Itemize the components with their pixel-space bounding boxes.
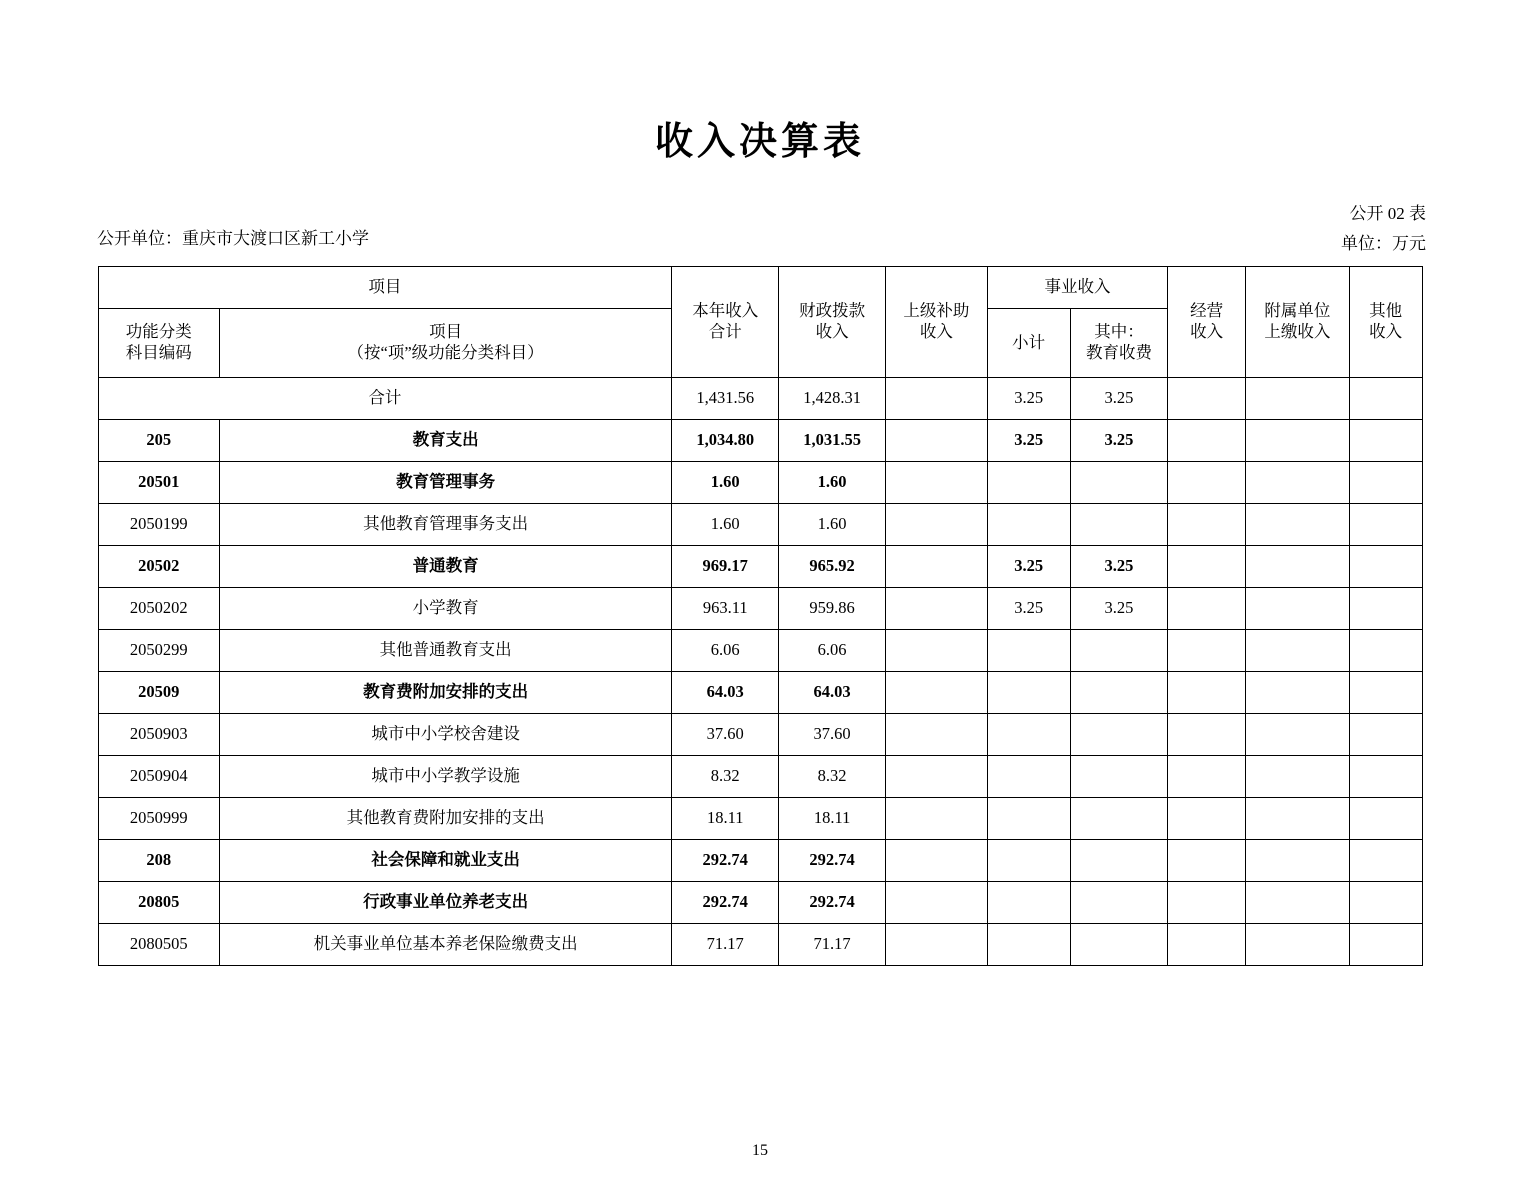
table-row <box>98 462 1422 504</box>
page-number: 15 <box>752 1142 768 1159</box>
row-among <box>1070 504 1168 546</box>
header-affiliated-income-line1: 附属单位 <box>1264 301 1331 321</box>
row-superior <box>886 420 988 462</box>
form-number: 公开 02 表 <box>1349 204 1426 223</box>
table-row <box>98 420 1422 462</box>
row-fiscal: 292.74 <box>779 882 886 924</box>
row-superior <box>886 756 988 798</box>
row-name: 城市中小学教学设施 <box>219 756 671 798</box>
header-superior-subsidy <box>886 267 988 378</box>
row-year-income: 37.60 <box>672 714 779 756</box>
row-name: 城市中小学校舍建设 <box>219 714 671 756</box>
table-row <box>98 756 1422 798</box>
income-final-accounts-table <box>98 266 1423 966</box>
header-project-group: 项目 <box>98 267 672 309</box>
row-code: 20509 <box>98 672 219 714</box>
row-among <box>1070 672 1168 714</box>
row-operating <box>1168 882 1246 924</box>
header-fiscal-income-line1: 财政拨款 <box>799 301 866 321</box>
row-superior <box>886 798 988 840</box>
publisher-label: 公开单位：重庆市大渡口区新工小学 <box>97 229 369 248</box>
header-project-name-line2: （按“项”级功能分类科目） <box>347 343 544 362</box>
row-operating <box>1168 588 1246 630</box>
row-year-income: 6.06 <box>672 630 779 672</box>
row-among: 3.25 <box>1070 588 1168 630</box>
row-fiscal: 64.03 <box>779 672 886 714</box>
table-row <box>98 588 1422 630</box>
row-subtotal <box>987 756 1070 798</box>
row-superior <box>886 588 988 630</box>
header-business-education-fee-line2: 教育收费 <box>1085 343 1152 362</box>
header-superior-subsidy-line1: 上级补助 <box>903 301 970 321</box>
header-business-subtotal: 小计 <box>987 309 1070 378</box>
row-among <box>1070 924 1168 966</box>
row-name: 行政事业单位养老支出 <box>219 882 671 924</box>
row-operating <box>1168 462 1246 504</box>
row-among <box>1070 630 1168 672</box>
row-operating <box>1168 546 1246 588</box>
row-name: 教育费附加安排的支出 <box>219 672 671 714</box>
row-code: 2050904 <box>98 756 219 798</box>
row-other <box>1349 672 1422 714</box>
row-code: 208 <box>98 840 219 882</box>
header-business-education-fee-line1: 其中： <box>1094 322 1144 342</box>
row-code: 20805 <box>98 882 219 924</box>
row-operating <box>1168 756 1246 798</box>
row-affiliated <box>1246 840 1350 882</box>
row-superior <box>886 714 988 756</box>
row-affiliated <box>1246 924 1350 966</box>
row-year-income: 969.17 <box>672 546 779 588</box>
row-subtotal <box>987 714 1070 756</box>
row-operating <box>1168 714 1246 756</box>
row-affiliated <box>1246 378 1350 420</box>
row-other <box>1349 630 1422 672</box>
row-total-label: 合计 <box>98 378 672 420</box>
row-superior <box>886 672 988 714</box>
header-fiscal-income <box>779 267 886 378</box>
header-other-income <box>1349 267 1422 378</box>
row-among <box>1070 840 1168 882</box>
header-function-code-line1: 功能分类 <box>125 322 192 342</box>
row-superior <box>886 924 988 966</box>
header-affiliated-income <box>1246 267 1350 378</box>
row-operating <box>1168 420 1246 462</box>
row-year-income: 292.74 <box>672 882 779 924</box>
row-affiliated <box>1246 714 1350 756</box>
row-other <box>1349 756 1422 798</box>
row-superior <box>886 546 988 588</box>
row-superior <box>886 840 988 882</box>
row-fiscal: 71.17 <box>779 924 886 966</box>
row-operating <box>1168 630 1246 672</box>
row-year-income: 1.60 <box>672 504 779 546</box>
row-fiscal: 1,031.55 <box>779 420 886 462</box>
row-superior <box>886 630 988 672</box>
row-among <box>1070 756 1168 798</box>
row-operating <box>1168 672 1246 714</box>
row-superior <box>886 462 988 504</box>
row-subtotal <box>987 924 1070 966</box>
row-among <box>1070 798 1168 840</box>
row-affiliated <box>1246 588 1350 630</box>
unit-label: 单位：万元 <box>1341 234 1426 253</box>
row-subtotal <box>987 462 1070 504</box>
row-subtotal: 3.25 <box>987 420 1070 462</box>
row-fiscal: 1.60 <box>779 462 886 504</box>
row-code: 2050299 <box>98 630 219 672</box>
row-name: 其他教育费附加安排的支出 <box>219 798 671 840</box>
row-year-income: 963.11 <box>672 588 779 630</box>
header-operating-income-line2: 收入 <box>1190 322 1224 341</box>
row-year-income: 1,034.80 <box>672 420 779 462</box>
row-operating <box>1168 378 1246 420</box>
row-subtotal <box>987 882 1070 924</box>
row-affiliated <box>1246 420 1350 462</box>
table-row <box>98 546 1422 588</box>
header-year-income-line1: 本年收入 <box>692 301 759 321</box>
row-code: 2050202 <box>98 588 219 630</box>
row-among: 3.25 <box>1070 420 1168 462</box>
row-superior <box>886 378 988 420</box>
row-name: 机关事业单位基本养老保险缴费支出 <box>219 924 671 966</box>
page-title: 收入决算表 <box>654 121 865 163</box>
row-name: 其他教育管理事务支出 <box>219 504 671 546</box>
row-affiliated <box>1246 756 1350 798</box>
row-code: 20501 <box>98 462 219 504</box>
row-subtotal <box>987 840 1070 882</box>
header-superior-subsidy-line2: 收入 <box>919 322 953 341</box>
header-year-income <box>672 267 779 378</box>
header-fiscal-income-line2: 收入 <box>815 322 849 341</box>
row-among <box>1070 882 1168 924</box>
header-operating-income <box>1168 267 1246 378</box>
header-business-income: 事业收入 <box>987 267 1168 309</box>
row-among <box>1070 462 1168 504</box>
row-year-income: 18.11 <box>672 798 779 840</box>
row-other <box>1349 378 1422 420</box>
row-superior <box>886 504 988 546</box>
row-name: 其他普通教育支出 <box>219 630 671 672</box>
row-fiscal: 8.32 <box>779 756 886 798</box>
row-other <box>1349 462 1422 504</box>
row-other <box>1349 924 1422 966</box>
row-fiscal: 292.74 <box>779 840 886 882</box>
row-code: 205 <box>98 420 219 462</box>
header-year-income-line2: 合计 <box>708 322 742 341</box>
row-code: 20502 <box>98 546 219 588</box>
row-other <box>1349 798 1422 840</box>
row-subtotal <box>987 672 1070 714</box>
header-other-income-line1: 其他 <box>1369 301 1403 321</box>
row-name: 教育管理事务 <box>219 462 671 504</box>
row-subtotal: 3.25 <box>987 546 1070 588</box>
row-affiliated <box>1246 882 1350 924</box>
header-business-education-fee <box>1070 309 1168 378</box>
row-other <box>1349 546 1422 588</box>
row-affiliated <box>1246 462 1350 504</box>
row-code: 2050903 <box>98 714 219 756</box>
table-row <box>98 630 1422 672</box>
row-other <box>1349 882 1422 924</box>
row-fiscal: 6.06 <box>779 630 886 672</box>
row-operating <box>1168 924 1246 966</box>
row-name: 普通教育 <box>219 546 671 588</box>
row-among: 3.25 <box>1070 546 1168 588</box>
row-code: 2050999 <box>98 798 219 840</box>
header-project-name-line1: 项目 <box>429 322 463 342</box>
table-row <box>98 924 1422 966</box>
row-other <box>1349 420 1422 462</box>
row-affiliated <box>1246 672 1350 714</box>
table-row <box>98 714 1422 756</box>
row-among: 3.25 <box>1070 378 1168 420</box>
row-code: 2050199 <box>98 504 219 546</box>
row-affiliated <box>1246 798 1350 840</box>
header-other-income-line2: 收入 <box>1369 322 1403 341</box>
table-row <box>98 504 1422 546</box>
row-superior <box>886 882 988 924</box>
row-fiscal: 1.60 <box>779 504 886 546</box>
row-year-income: 8.32 <box>672 756 779 798</box>
header-affiliated-income-line2: 上缴收入 <box>1264 322 1331 341</box>
row-name: 小学教育 <box>219 588 671 630</box>
table-row <box>98 378 1422 420</box>
row-fiscal: 1,428.31 <box>779 378 886 420</box>
row-name: 社会保障和就业支出 <box>219 840 671 882</box>
row-year-income: 64.03 <box>672 672 779 714</box>
header-operating-income-line1: 经营 <box>1190 301 1224 321</box>
table-row <box>98 840 1422 882</box>
row-operating <box>1168 840 1246 882</box>
row-affiliated <box>1246 504 1350 546</box>
table-row <box>98 798 1422 840</box>
row-operating <box>1168 798 1246 840</box>
row-subtotal <box>987 630 1070 672</box>
row-year-income: 1.60 <box>672 462 779 504</box>
row-subtotal: 3.25 <box>987 378 1070 420</box>
row-year-income: 71.17 <box>672 924 779 966</box>
table-row <box>98 882 1422 924</box>
row-subtotal <box>987 798 1070 840</box>
table-body <box>98 378 1422 966</box>
row-affiliated <box>1246 630 1350 672</box>
header-function-code <box>98 309 219 378</box>
row-subtotal: 3.25 <box>987 588 1070 630</box>
row-code: 2080505 <box>98 924 219 966</box>
row-other <box>1349 840 1422 882</box>
row-fiscal: 18.11 <box>779 798 886 840</box>
row-year-income: 1,431.56 <box>672 378 779 420</box>
table-header-row-1 <box>98 267 1422 309</box>
row-other <box>1349 588 1422 630</box>
row-fiscal: 965.92 <box>779 546 886 588</box>
row-other <box>1349 504 1422 546</box>
document-page <box>0 110 1520 1184</box>
row-fiscal: 37.60 <box>779 714 886 756</box>
row-affiliated <box>1246 546 1350 588</box>
document-meta <box>0 199 1520 257</box>
header-project-name <box>219 309 671 378</box>
row-name: 教育支出 <box>219 420 671 462</box>
header-function-code-line2: 科目编码 <box>125 343 192 362</box>
row-operating <box>1168 504 1246 546</box>
row-year-income: 292.74 <box>672 840 779 882</box>
table-row <box>98 672 1422 714</box>
row-subtotal <box>987 504 1070 546</box>
row-among <box>1070 714 1168 756</box>
row-other <box>1349 714 1422 756</box>
row-fiscal: 959.86 <box>779 588 886 630</box>
